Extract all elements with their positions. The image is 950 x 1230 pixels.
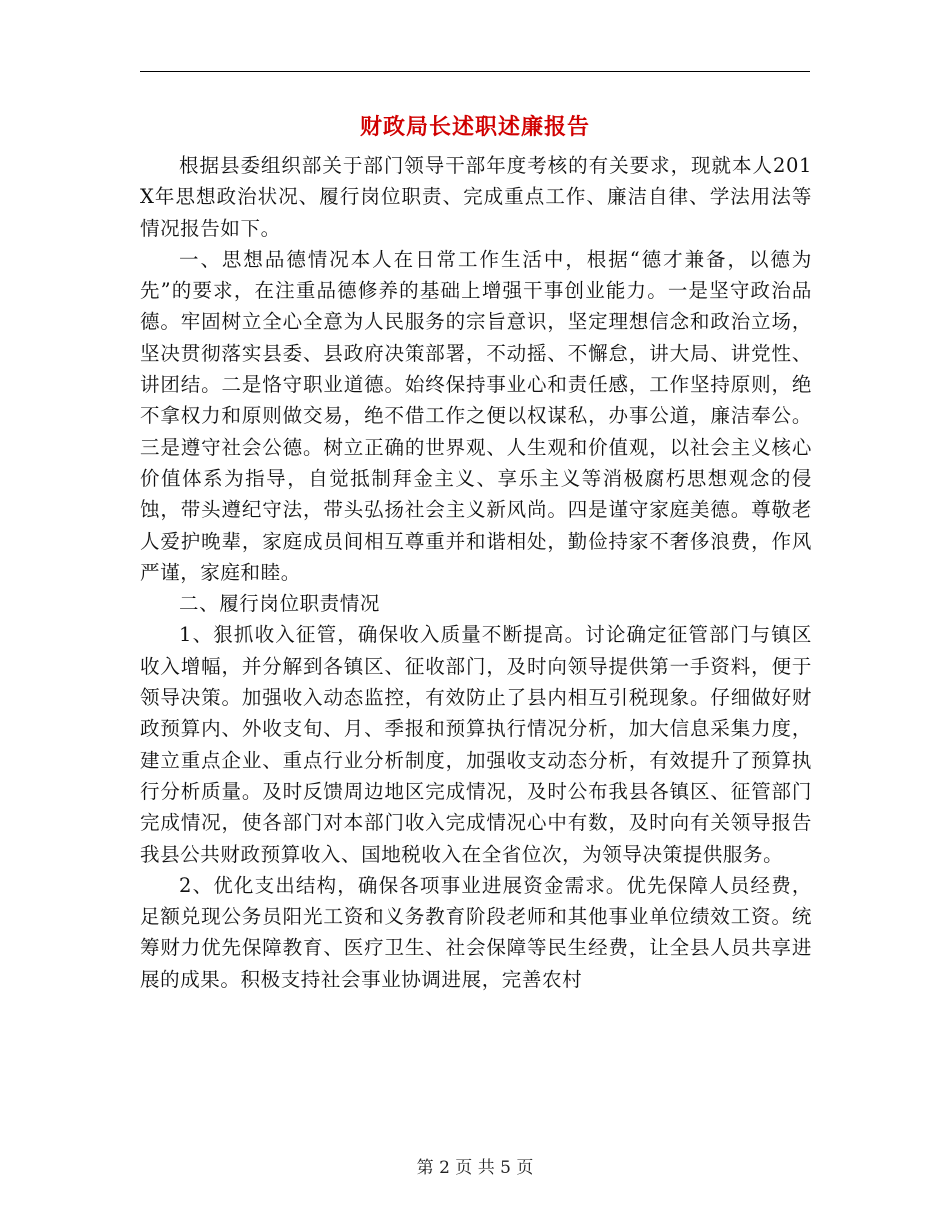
page-number: 第 2 页 共 5 页 xyxy=(416,1158,534,1178)
section-2-heading: 二、履行岗位职责情况 xyxy=(179,592,381,616)
header-rule xyxy=(140,71,810,72)
item-2-expenditure-structure: 2、优化支出结构，确保各项事业进展资金需求。优先保障人员经费，足额兑现公务员阳光工资和义务教育阶段老师和其他事业单位绩效工资。统筹财力优先保障教育、医疗卫生、社会保障等民生经费，让全县人员共享进展的成果。积极支持社会事业协调进展，完善农村 xyxy=(140,873,812,991)
intro-paragraph: 根据县委组织部关于部门领导干部年度考核的有关要求，现就本人201 X年思想政治状况、履行岗位职责、完成重点工作、廉洁自律、学法用法等情况报告如下。 xyxy=(140,154,812,240)
document-title: 财政局长述职述廉报告 xyxy=(359,114,590,140)
section-1-moral-character: 一、思想品德情况本人在日常工作生活中，根据“德才兼备，以德为先”的要求，在注重品德修养的基础上增强干事创业能力。一是坚守政治品德。牢固树立全心全意为人民服务的宗旨意识，坚定理想信念和政治立场，坚决贯彻落实县委、县政府决策部署，不动摇、不懈怠，讲大局、讲党性、讲团结。二是恪守职业道德。始终保持事业心和责任感，工作坚持原则，绝不拿权力和原则做交易，绝不借工作之便以权谋私，办事公道，廉洁奉公。三是遵守社会公德。树立正确的世界观、人生观和价值观，以社会主义核心价值体系为指导，自觉抵制拜金主义、享乐主义等消极腐朽思想观念的侵蚀，带头遵纪守法，带头弘扬社会主义新风尚。四是谨守家庭美德。尊敬老人爱护晚辈，家庭成员间相互尊重并和谐相处，勤俭持家不奢侈浪费，作风严谨，家庭和睦。 xyxy=(140,247,812,584)
item-1-revenue-collection: 1、狠抓收入征管，确保收入质量不断提高。讨论确定征管部门与镇区收入增幅，并分解到各镇区、征收部门，及时向领导提供第一手资料，便于领导决策。加强收入动态监控，有效防止了县内相互引税现象。仔细做好财政预算内、外收支旬、月、季报和预算执行情况分析，加大信息采集力度，建立重点企业、重点行业分析制度，加强收支动态分析，有效提升了预算执行分析质量。及时反馈周边地区完成情况，及时公布我县各镇区、征管部门完成情况，使各部门对本部门收入完成情况心中有数，及时向有关领导报告我县公共财政预算收入、国地税收入在全省位次，为领导决策提供服务。 xyxy=(140,623,812,866)
document-body xyxy=(140,150,812,995)
